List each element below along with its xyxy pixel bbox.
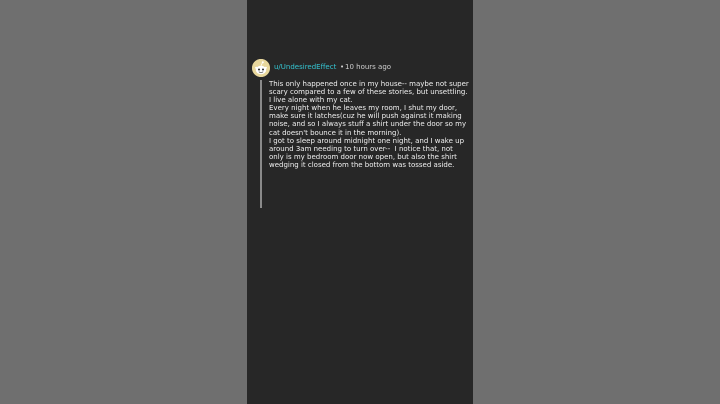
meta-separator: • bbox=[340, 63, 345, 71]
comment-paragraph: I got to sleep around midnight one night, and I wake up around 3am needing to turn over-- I notice that, not only is my bedroom door now open, but also the shirt wedging it closed from the bottom was tossed aside. bbox=[269, 136, 467, 169]
comment-paragraph: I live alone with my cat. bbox=[269, 96, 353, 105]
comment-header bbox=[252, 59, 468, 79]
comment-paragraph: This only happened once in my house-- maybe not super scary compared to a few of these stories, but unsettling. bbox=[269, 80, 472, 97]
snoo-avatar-icon bbox=[252, 59, 270, 77]
comment-timestamp: 10 hours ago bbox=[345, 63, 392, 71]
username-link[interactable]: u/UndesiredEffect bbox=[274, 63, 337, 71]
video-panel bbox=[247, 0, 473, 404]
comment-paragraph: Every night when he leaves my room, I shut my door, make sure it latches(cuz he will push against it making noise, and so I always stuff a shirt under the door so my cat doesn't bounce it in the morning). bbox=[269, 104, 469, 137]
avatar[interactable] bbox=[252, 59, 270, 77]
comment bbox=[252, 59, 472, 169]
thread-collapse-line[interactable] bbox=[260, 80, 262, 208]
comment-body bbox=[269, 80, 472, 169]
